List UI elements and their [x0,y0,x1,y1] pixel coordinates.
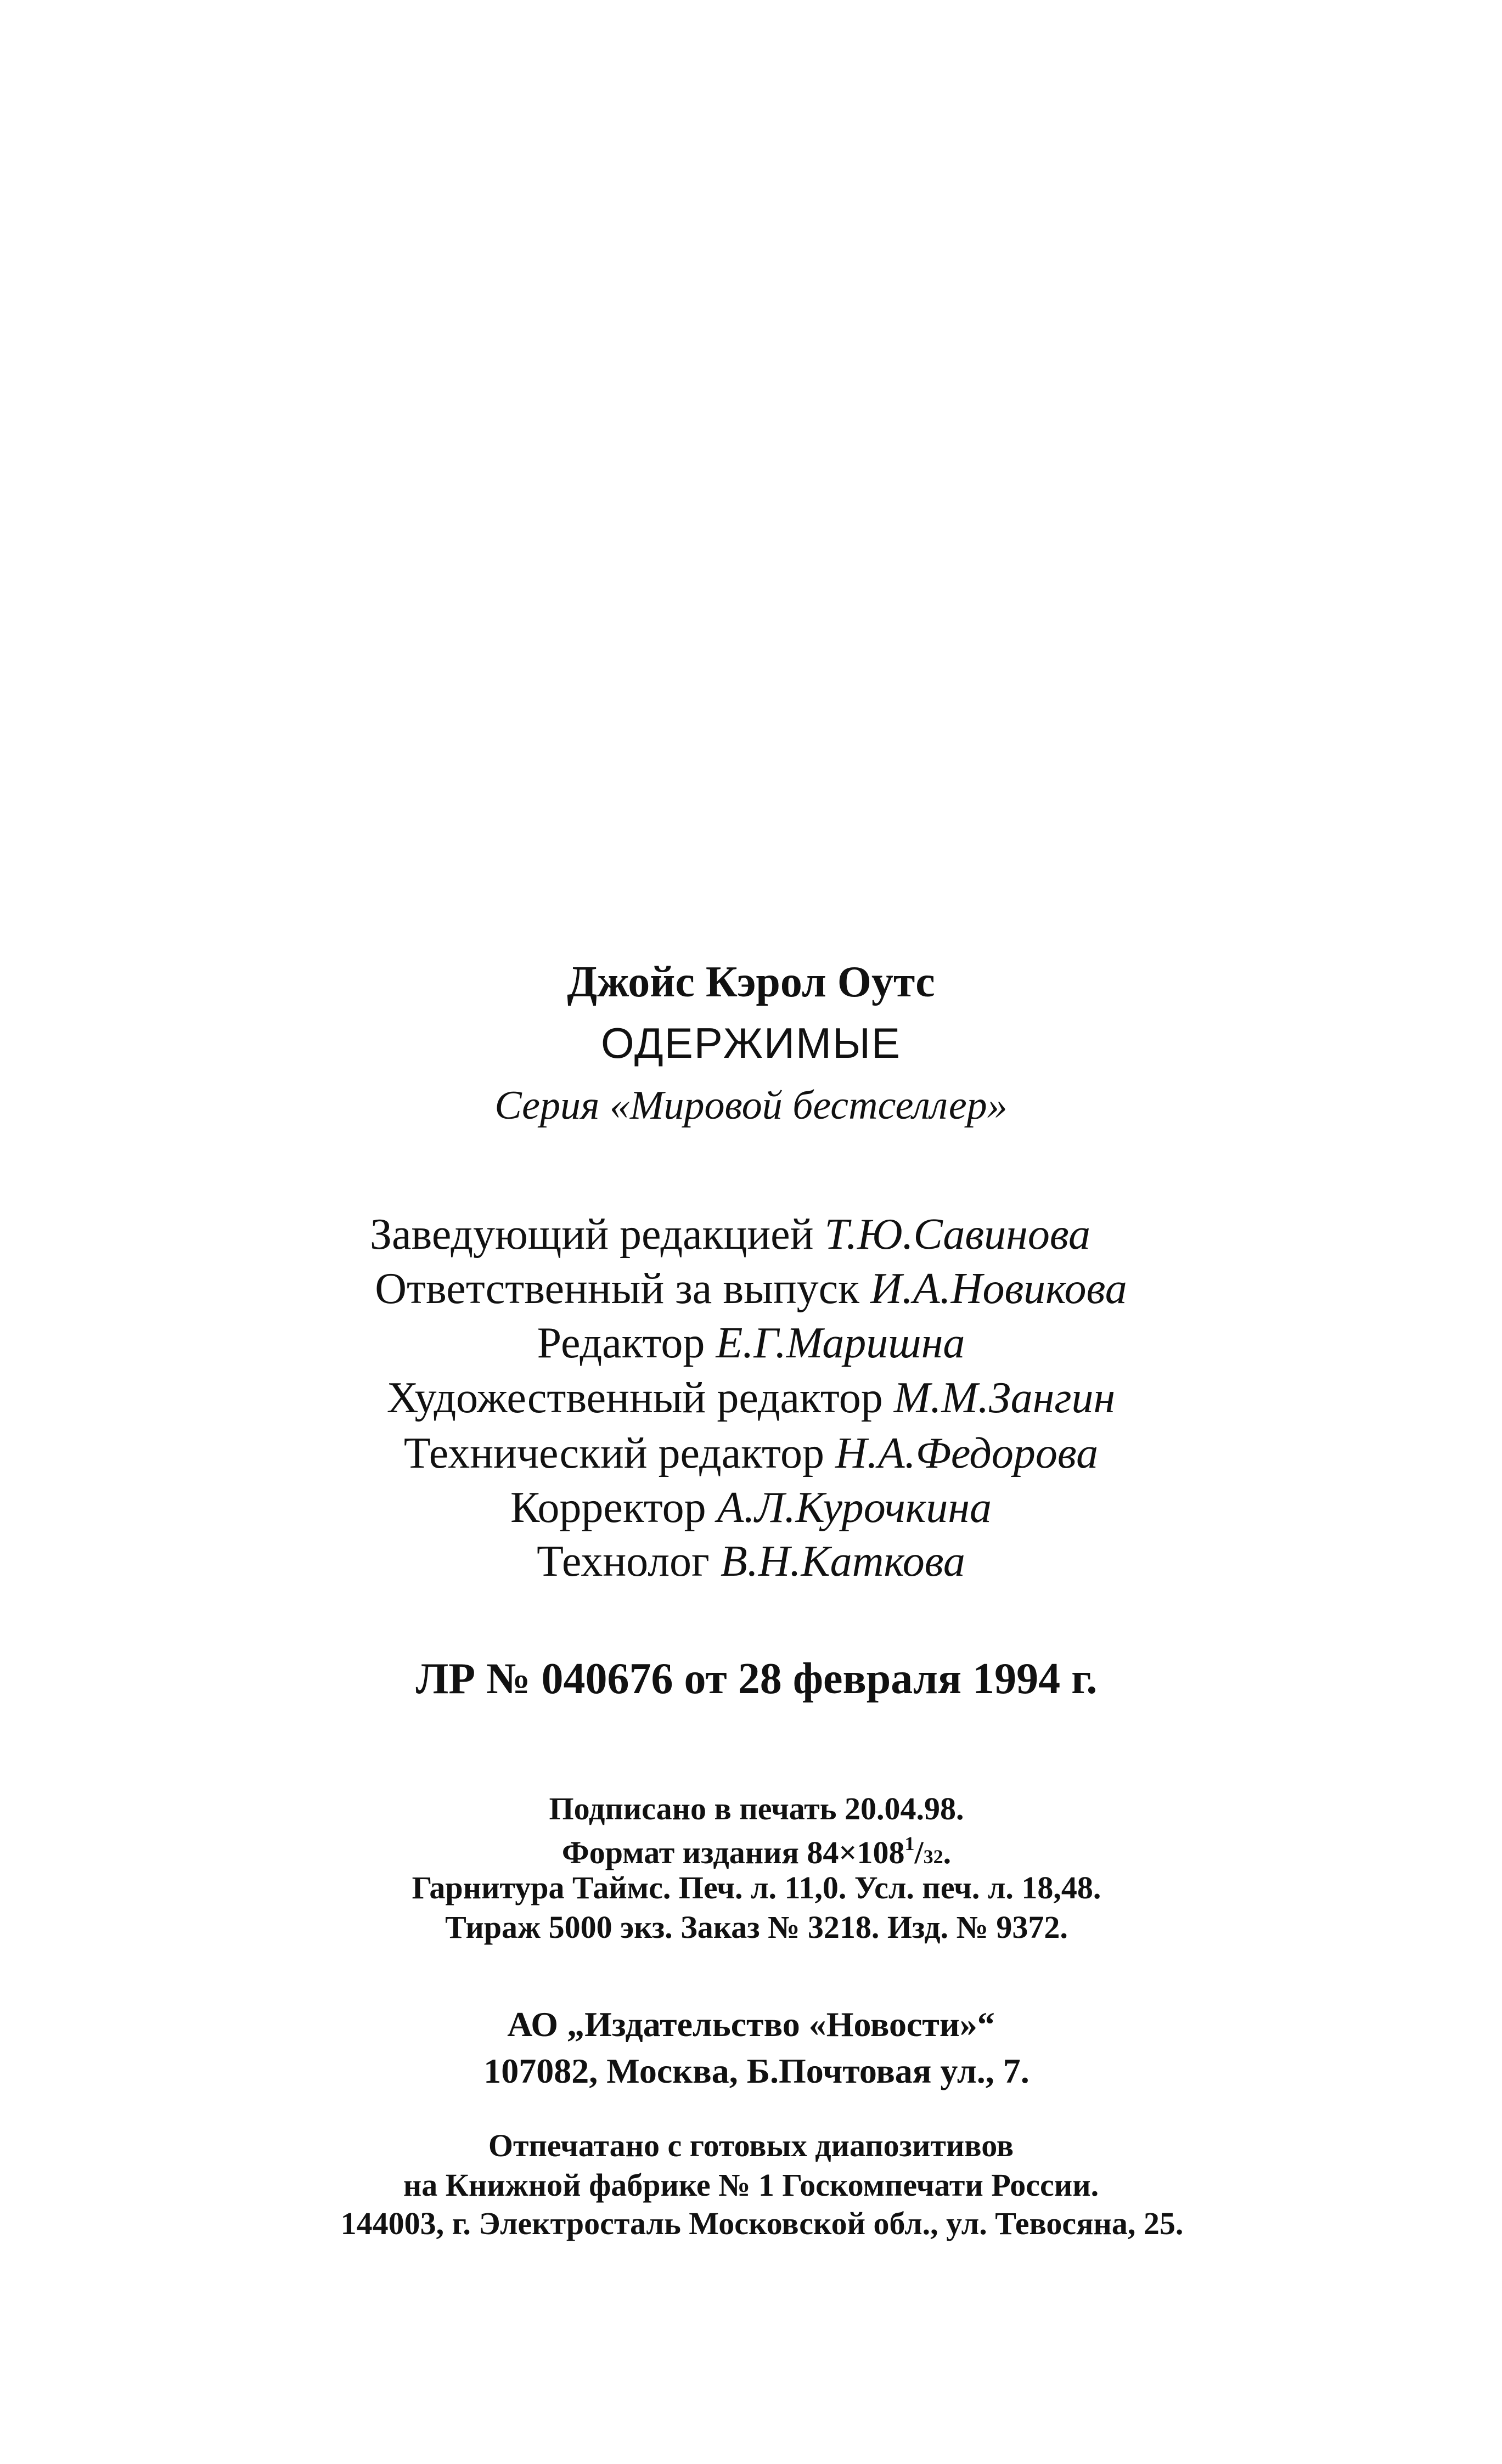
format-end: . [943,1835,952,1870]
format-slash: / [914,1835,924,1870]
credit-name: Е.Г.Маришна [716,1319,965,1367]
book-series: Серия «Мировой бестселлер» [494,1083,1008,1128]
credit-role: Художественный редактор [386,1374,883,1422]
signed-for-print: Подписано в печать 20.04.98. [549,1791,964,1826]
credit-line-art-editor [0,1376,1502,1420]
credit-line-chief-editor [0,1210,1481,1259]
publisher-address: 107082, Москва, Б.Почтовая ул., 7. [483,2051,1030,2090]
credit-name: И.А.Новикова [870,1265,1127,1313]
credit-line-editor [0,1321,1502,1365]
credit-line-technical-editor [0,1429,1502,1478]
format-superscript: 1 [904,1833,915,1854]
credit-name: Т.Ю.Савинова [824,1210,1091,1259]
credit-name: В.Н.Каткова [720,1537,965,1586]
printer-line-2: на Книжной фабрике № 1 Госкомпечати России. [403,2167,1099,2203]
publisher-name: АО „Издательство «Новости»“ [507,2005,995,2044]
credit-line-technologist [0,1537,1502,1586]
credit-line-proofreader [0,1486,1502,1530]
credit-line-responsible [0,1267,1502,1311]
credit-name: М.М.Зангин [893,1374,1116,1422]
book-author: Джойс Кэрол Оутс [567,958,935,1006]
printer-line-3: 144003, г. Электросталь Московской обл., ул. Тевосяна, 25. [340,2206,1184,2241]
credit-role: Технический редактор [403,1429,824,1478]
credit-role: Технолог [537,1537,710,1586]
format-subscript: 32 [923,1846,943,1868]
credit-role: Редактор [537,1319,705,1367]
print-run-info: Тираж 5000 экз. Заказ № 3218. Изд. № 9372. [445,1909,1068,1945]
format-number: 108 [857,1835,905,1870]
typeface-info: Гарнитура Таймс. Печ. л. 11,0. Усл. печ. л. 18,48. [412,1870,1101,1905]
format-times: × [839,1835,857,1870]
license-number: ЛР № 040676 от 28 февраля 1994 г. [415,1655,1098,1703]
edition-format [5,1834,1502,1869]
printer-line-1: Отпечатано с готовых диапозитивов [488,2128,1014,2163]
credit-role: Ответственный за выпуск [375,1265,860,1313]
credit-role: Корректор [510,1484,706,1532]
credit-name: А.Л.Курочкина [717,1484,992,1532]
credit-name: Н.А.Федорова [835,1429,1099,1478]
book-title: ОДЕРЖИМЫЕ [600,1019,902,1067]
credit-role: Заведующий редакцией [369,1210,814,1259]
format-prefix: Формат издания 84 [561,1835,839,1870]
